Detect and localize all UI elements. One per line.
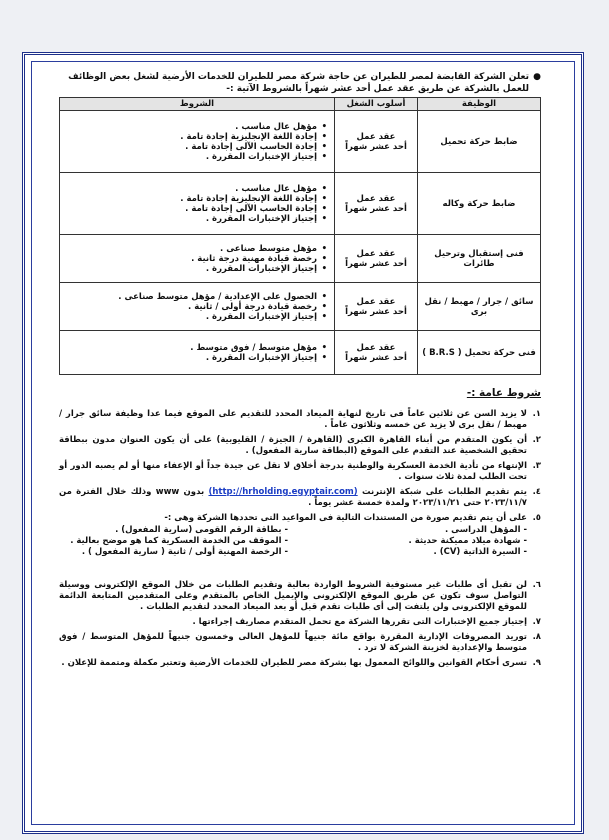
condition-item: • إجادة الحاسب الآلى إجادة تامة . (63, 204, 317, 214)
employment-style: عقد عمل أحد عشر شهراً (335, 111, 418, 173)
list-item: ٣. الإنتهاء من تأدية الخدمة العسكرية والوطنية بدرجة أخلاق لا تقل عن جيدة جداً أو الإعفاء منها أو لم يصبه الدور أو تحت الطلب لمدة ثلاث سنوات . (59, 461, 541, 482)
application-link[interactable]: (http://hrholding.egyptair.com) (208, 487, 358, 497)
bullet-icon: ● (533, 72, 541, 82)
condition-item: • الحصول على الإعدادية / مؤهل متوسط صناعى . (63, 292, 317, 302)
condition-item: • مؤهل عال مناسب . (63, 122, 317, 132)
list-item: ٨. توريد المصروفات الإدارية المقررة بواقع مائة جنيهاً للمؤهل العالى وخمسون جنيهاً للمؤهل المتوسط / فوق متوسط والإعدادية لخزينة الشركة لا ترد . (59, 632, 541, 653)
list-spacer (59, 562, 541, 576)
condition-item: • إجتياز الإختبارات المقررة . (63, 214, 317, 224)
employment-style: عقد عمل أحد عشر شهراً (335, 283, 418, 331)
condition-item: • إجتياز الإختبارات المقررة . (63, 353, 317, 363)
condition-item: • إجتياز الإختبارات المقررة . (63, 152, 317, 162)
document-item: - شهادة ميلاد مميكنة حديثة . (408, 536, 527, 546)
document-item: - بطاقة الرقم القومى (سارية المفعول) . (115, 525, 288, 535)
condition-item: • رخصة قيادة درجة أولى / ثانية . (63, 302, 317, 312)
document-content (59, 71, 541, 673)
document-item: - المؤهل الدراسى . (444, 525, 527, 535)
condition-item: • مؤهل عال مناسب . (63, 184, 317, 194)
list-item: ٩. تسرى أحكام القوانين واللوائح المعمول بها بشركة مصر للطيران للخدمات الأرضية وتعتبر مكملة ومتممة للإعلان . (61, 658, 541, 668)
condition-item: • إجادة اللغة الإنجليزية إجادة تامة . (63, 194, 317, 204)
job-title: ضابط حركة تحميل (418, 111, 541, 173)
conditions-cell (60, 235, 335, 283)
general-conditions-title: شروط عامة :- (466, 387, 541, 399)
job-title: سائق / جرار / مهبط / نقل برى (418, 283, 541, 331)
table-row (60, 331, 541, 375)
jobs-table (59, 97, 541, 375)
list-item: ١. لا يزيد السن عن ثلاثين عاماً فى تاريخ لنهاية الميعاد المحدد للتقديم على الموقع فيما عدا وظيفة سائق جرار / مهبط / نقل برى لا يزيد عن خمسه وثلاثون عاماً . (59, 409, 541, 430)
employment-style: عقد عمل أحد عشر شهراً (335, 331, 418, 375)
condition-item: • رخصة قيادة مهنية درجة ثانية . (63, 254, 317, 264)
condition-item: • مؤهل متوسط / فوق متوسط . (63, 343, 317, 353)
condition-item: • إجتياز الإختبارات المقررة . (63, 312, 317, 322)
documents-list (59, 525, 527, 558)
condition-item: • إجتياز الإختبارات المقررة . (63, 264, 317, 274)
condition-item: • إجادة الحاسب الآلى إجادة تامة . (63, 142, 317, 152)
condition-item: • مؤهل متوسط صناعى . (63, 244, 317, 254)
employment-style: عقد عمل أحد عشر شهراً (335, 173, 418, 235)
intro-text: تعلن الشركة القابضة لمصر للطيران عن حاجة شركة مصر للطيران للخدمات الأرضية لشغل بعض الوظائف للعمل بالشركة عن طريق عقد عمل أحد عشر شهراً بالشروط الآتية :- (68, 72, 529, 94)
conditions-cell (60, 173, 335, 235)
list-item: ٤. يتم تقديم الطلبات على شبكة الإنترنت (http://hrholding.egyptair.com) بدون www وذلك خلال الفترة من ٢٠٢٣/١١/٧ حتى ٢٠٢٣/١١/٢١ ولمدة خمسة عشر يوماً . (59, 487, 541, 508)
job-title: فنى حركة تحميل ( B.R.S ) (418, 331, 541, 375)
conditions-cell (60, 283, 335, 331)
intro-paragraph (59, 71, 541, 95)
conditions-cell (60, 111, 335, 173)
conditions-cell (60, 331, 335, 375)
general-conditions-list (59, 409, 541, 669)
table-row (60, 235, 541, 283)
job-title: فنى إستقبال وترحيل طائرات (418, 235, 541, 283)
table-row (60, 111, 541, 173)
document-page (22, 52, 584, 834)
table-header-row (60, 98, 541, 111)
list-item: ٢. أن يكون المتقدم من أبناء القاهرة الكبرى (القاهرة / الجيزة / القليوبية) على أن يكون العنوان مدون ببطاقة تحقيق الشخصية عند التقدم على الموقع (البطاقة سارية المفعول) . (59, 435, 541, 456)
job-title: ضابط حركة وكاله (418, 173, 541, 235)
list-item: ٦. لن تقبل أى طلبات غير مستوفية الشروط الواردة بعالية وتقديم الطلبات من خلال الموقع الإلكترونى ووسيلة التواصل سوف تكون عن طريق الموقع الإلكترونى والإيميل الخاص بالمتقدم وعلى المتقدمين المتابعة الدائمة للموقع الإلكترونى ولن يلتفت إلى أى طلبات تقدم قبل أو بعد الميعاد المحدد لتقديم الطلبات . (59, 580, 541, 612)
list-item: ٥. على أن يتم تقديم صورة من المستندات التالية فى المواعيد التى تحددها الشركة وهى :- - المؤهل الدراسى . - بطاقة الرقم القومى (سارية المفعول) . - شهادة ميلاد مميكنة حديثة . - الموقف من الخدمة العسكرية كما هو موضح بعالية . - السيرة الذاتية (CV) . - الرخصة المهنية أولى / ثانية ( سارية المفعول ) . (59, 513, 541, 558)
document-item: - الموقف من الخدمة العسكرية كما هو موضح بعالية . (70, 536, 288, 546)
table-row (60, 173, 541, 235)
document-item: - الرخصة المهنية أولى / ثانية ( سارية المفعول ) . (81, 547, 288, 557)
header-job: الوظيفة (418, 98, 541, 111)
employment-style: عقد عمل أحد عشر شهراً (335, 235, 418, 283)
list-item: ٧. إجتياز جميع الإختبارات التى تقررها الشركة مع تحمل المتقدم مصاريف إجراءتها . (192, 617, 541, 627)
header-conditions: الشروط (60, 98, 335, 111)
header-style: أسلوب الشغل (335, 98, 418, 111)
condition-item: • إجادة اللغة الإنجليزية إجادة تامة . (63, 132, 317, 142)
table-row (60, 283, 541, 331)
document-item: - السيرة الذاتية (CV) . (433, 547, 527, 557)
